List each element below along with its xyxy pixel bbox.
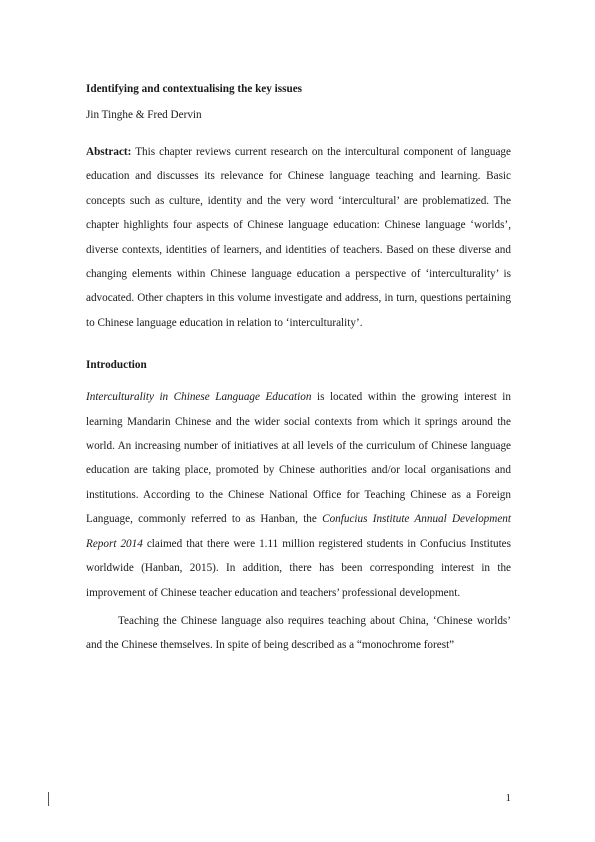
abstract-label: Abstract: <box>86 146 132 158</box>
introduction-paragraph-2: Teaching the Chinese language also requires teaching about China, ‘Chinese worlds’ and the Chinese themselves. In spite of being described as a “monochrome forest” <box>86 614 511 652</box>
margin-change-bar <box>48 792 49 806</box>
abstract-text: This chapter reviews current research on the intercultural component of language education and discusses its relevance for Chinese language teaching and learning. Basic concepts such as culture, identity and the very word ‘intercultural’ are problematized. The chapter highlights four aspects of Chinese language education: Chinese language ‘worlds’, diverse contexts, identities of learners, and identities of teachers. Based on these diverse and changing elements within Chinese language education a perspective of ‘interculturality’ is advocated. Other chapters in this volume investigate and address, in turn, questions pertaining to Chinese language education in relation to ‘interculturality’. <box>86 146 511 329</box>
report-title-italic: Confucius Institute Annual Development Report 2014 <box>86 513 511 550</box>
page-content <box>86 76 511 658</box>
intro-text-1: is located within the growing interest in learning Mandarin Chinese and the wider social contexts from which it springs around the world. An increasing number of initiatives at all levels of the curriculum of Chinese language education are taking place, promoted by Chinese authorities and/or local organisations and institutions. According to the Chinese National Office for Teaching Chinese as a Foreign Language, commonly referred to as Hanban, the <box>86 391 511 526</box>
book-title-italic: Interculturality in Chinese Language Education <box>86 391 312 404</box>
intro-text-2: claimed that there were 1.11 million registered students in Confucius Institutes worldwide (Hanban, 2015). In addition, there has been corresponding interest in the improvement of Chinese teacher education and teachers’ professional development. <box>86 537 511 599</box>
introduction-paragraph-1 <box>86 385 511 605</box>
abstract-paragraph <box>86 140 511 335</box>
page-number: 1 <box>505 792 511 804</box>
chapter-authors: Jin Tinghe & Fred Dervin <box>86 109 202 121</box>
chapter-title: Identifying and contextualising the key issues <box>86 83 303 95</box>
introduction-heading: Introduction <box>86 359 147 372</box>
